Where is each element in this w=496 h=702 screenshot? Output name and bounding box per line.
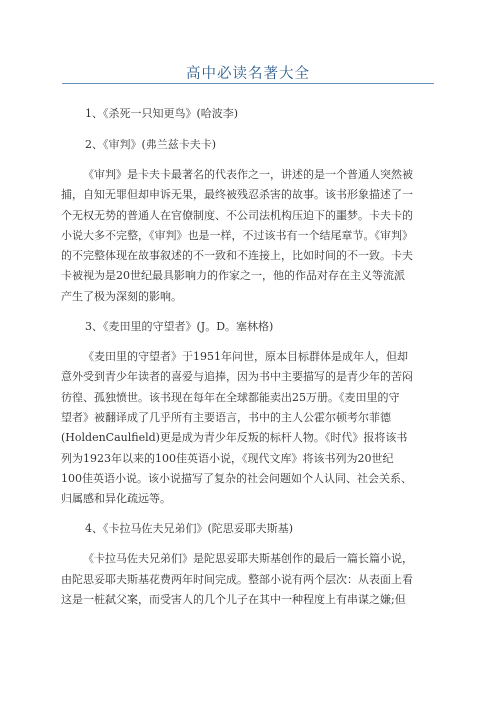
section-heading-1: 1、《杀死一只知更鸟》(哈波李) [85, 107, 239, 120]
paragraph-line: 望者》被翻译成了几乎所有主要语言，书中的主人公霍尔顿考尔菲德 [61, 410, 391, 424]
paragraph-line: 小说大多不完整，《审判》也是一样，不过该书有一个结尾章节。《审判》 [61, 228, 413, 242]
paragraph-line: 捕，自知无罪但却申诉无果，最终被残忍杀害的故事。该书形象描述了一 [61, 188, 413, 202]
section-paragraph-3 [61, 347, 437, 509]
paragraph-line: 产生了极为深刻的影响。 [61, 289, 182, 303]
paragraph-line: 彷徨、孤独愤世。该书现在每年在全球都能卖出25万册。《麦田里的守 [61, 390, 400, 404]
paragraph-line: 这是一桩弑父案，而受害人的几个儿子在其中一种程度上有串谋之嫌;但 [61, 593, 406, 607]
paragraph-line: 《麦田里的守望者》于1951年问世，原本目标群体是成年人，但却 [83, 350, 408, 364]
section-paragraph-4 [61, 549, 437, 610]
paragraph-line: 意外受到青少年读者的喜爱与追捧，因为书中主要描写的是青少年的苦闷 [61, 370, 413, 384]
section-heading-3: 3、《麦田里的守望者》(J。D。塞林格) [85, 320, 274, 334]
document-title: 高中必读名著大全 [186, 66, 310, 82]
paragraph-line: 《审判》是卡夫卡最著名的代表作之一，讲述的是一个普通人突然被 [83, 168, 413, 181]
title-divider [62, 83, 434, 84]
paragraph-line: 《卡拉马佐夫兄弟们》是陀思妥耶夫斯基创作的最后一篇长篇小说， [83, 552, 413, 566]
document-body [61, 94, 437, 610]
paragraph-line: 卡被视为是20世纪最具影响力的作家之一，他的作品对存在主义等流派 [61, 269, 405, 283]
paragraph-line: 个无权无势的普通人在官僚制度、不公司法机构压迫下的噩梦。卡夫卡的 [61, 208, 413, 222]
paragraph-line: 的不完整体现在故事叙述的不一致和不连接上，比如时间的不一致。卡夫 [61, 249, 413, 263]
section-paragraph-2 [61, 165, 437, 307]
section-heading-4: 4、《卡拉马佐夫兄弟们》(陀思妥耶夫斯基) [85, 522, 294, 536]
paragraph-line: 由陀思妥耶夫斯基花费两年时间完成。整部小说有两个层次：从表面上看 [61, 572, 413, 586]
paragraph-line: 列为1923年以来的100佳英语小说，《现代文库》将该书列为20世纪 [61, 451, 394, 465]
paragraph-line: 归属感和异化疏远等。 [61, 492, 171, 506]
paragraph-line: 100佳英语小说。该小说描写了复杂的社会问题如个人认同、社会关系、 [61, 471, 412, 485]
section-heading-2: 2、《审判》(弗兰兹卡夫卡) [85, 138, 217, 151]
paragraph-line: (HoldenCaulfield)更是成为青少年反叛的标杆人物。《时代》报将该书 [61, 431, 408, 445]
